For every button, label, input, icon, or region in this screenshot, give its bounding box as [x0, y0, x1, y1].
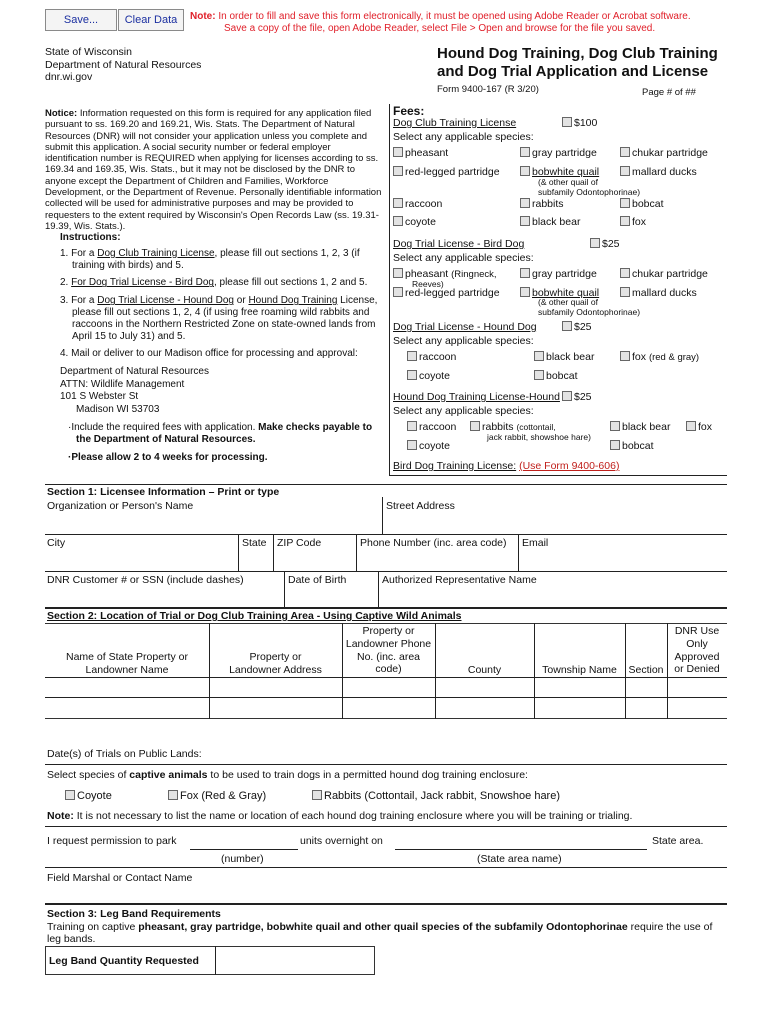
- label: pheasant: [405, 147, 449, 159]
- col-section-header: Section: [628, 664, 664, 676]
- label: bobcat: [622, 440, 654, 452]
- l2: Landowner Name: [85, 663, 169, 676]
- post: to be used to train dogs in a permitted hound dog training enclosure:: [207, 769, 528, 781]
- fees-bottom-rule: [389, 475, 727, 476]
- agency-web: dnr.wi.gov: [45, 71, 93, 83]
- label: mallard ducks: [632, 287, 697, 299]
- l1: DNR Use: [674, 625, 720, 637]
- divider: [215, 946, 216, 975]
- rule: [45, 571, 727, 572]
- l1: Property or: [249, 651, 302, 663]
- street-label: Street Address: [386, 500, 455, 512]
- rabbits-note2: jack rabbit, showshoe hare): [487, 432, 591, 442]
- checkbox[interactable]: [470, 421, 480, 431]
- addr-line2: ATTN: Wildlife Management: [60, 378, 185, 390]
- bold: captive animals: [129, 769, 208, 781]
- label: rabbits: [482, 421, 514, 433]
- label: bobwhite quail: [532, 166, 600, 178]
- label: Rabbits (Cottontail, Jack rabbit, Snowshoe hare): [324, 790, 561, 802]
- bullet1-pre: Include the required fees with application.: [71, 422, 259, 434]
- checkbox[interactable]: [686, 421, 696, 431]
- permission-label: I request permission to park: [47, 835, 177, 847]
- addr-line4: Madison WI 53703: [76, 403, 160, 415]
- row-divider: [45, 677, 727, 678]
- club-coyote[interactable]: [393, 216, 436, 228]
- l1: Name of State Property or: [66, 651, 188, 663]
- bird-gray-partridge[interactable]: [520, 268, 597, 280]
- note-label: Note:: [190, 11, 216, 22]
- rule: [45, 534, 727, 535]
- label: pheasant: [405, 268, 449, 280]
- checkbox[interactable]: [168, 790, 178, 800]
- club-fee-checkbox-wrap[interactable]: [562, 117, 597, 129]
- hound-trial-fee-checkbox[interactable]: [562, 321, 572, 331]
- addr-line1: Department of Natural Resources: [60, 366, 209, 378]
- club-license-title: Dog Club Training License: [393, 117, 517, 129]
- checkbox[interactable]: [407, 421, 417, 431]
- club-quail-note: [538, 177, 640, 197]
- post: require the use of leg bands.: [47, 921, 713, 945]
- bird-fee-checkbox[interactable]: [590, 238, 600, 248]
- captive-fox[interactable]: [168, 790, 266, 802]
- label: coyote: [405, 216, 436, 228]
- title-line1: Hound Dog Training, Dog Club Training: [437, 45, 718, 62]
- hound-training-fee-wrap[interactable]: [562, 391, 592, 403]
- captive-rabbits[interactable]: [312, 790, 560, 802]
- notice-label: Notice:: [45, 108, 78, 119]
- toolbar-note: [190, 11, 691, 22]
- checkbox[interactable]: [520, 166, 530, 176]
- rule: [45, 826, 727, 827]
- note-text: It is not necessary to list the name or location of each hound dog training enclosure where you will be training or trialing.: [76, 810, 633, 822]
- checkbox[interactable]: [393, 166, 403, 176]
- fees-divider: [389, 104, 390, 476]
- label: black bear: [532, 216, 581, 228]
- col-county-header: County: [467, 664, 502, 676]
- note2: subfamily Odontophorinae): [538, 307, 641, 317]
- state-label: State: [242, 537, 267, 549]
- dog-club-license-link[interactable]: Dog Club Training License: [97, 247, 215, 259]
- divider: [356, 534, 357, 571]
- training-raccoon[interactable]: [407, 421, 456, 433]
- form-9400-606-link[interactable]: (Use Form 9400-606): [519, 460, 620, 472]
- club-pheasant[interactable]: [393, 147, 448, 159]
- dob-label: Date of Birth: [288, 574, 347, 586]
- bold: pheasant, gray partridge, bobwhite quail and other quail species of the subfamily Odontophorinae: [138, 921, 628, 933]
- addr-line3: 101 S Webster St: [60, 391, 139, 403]
- hound-trial-fee-wrap[interactable]: [562, 321, 592, 333]
- label: bobwhite quail: [532, 287, 600, 299]
- divider: [273, 534, 274, 571]
- hound-training-select-text: Select any applicable species:: [393, 405, 534, 417]
- instruction-2: [60, 277, 385, 289]
- section1-title: Section 1: Licensee Information – Print or type: [47, 486, 280, 498]
- i3-pre: 3. For a: [60, 295, 98, 307]
- hound-training-license-link[interactable]: Hound Dog Training: [248, 295, 338, 307]
- form-number: Form 9400-167 (R 3/20): [437, 84, 539, 95]
- col-township-header: Township Name: [542, 664, 617, 676]
- leg-band-text: [47, 921, 717, 945]
- col-dnr-header: [667, 625, 727, 676]
- l2: Landowner Phone: [345, 637, 432, 650]
- club-bobcat[interactable]: [620, 198, 664, 210]
- state-area-caption: (State area name): [477, 853, 562, 865]
- divider: [378, 571, 379, 607]
- divider: [518, 534, 519, 571]
- club-fee-checkbox[interactable]: [562, 117, 572, 127]
- label: black bear: [622, 421, 671, 433]
- training-black-bear[interactable]: [610, 421, 670, 433]
- hound-training-title: Hound Dog Training License-Hound: [393, 391, 560, 403]
- label: rabbits: [532, 198, 564, 210]
- hound-training-fee: $25: [574, 391, 592, 403]
- rule: [45, 764, 727, 765]
- bird-pheasant[interactable]: [393, 268, 497, 280]
- club-rabbits[interactable]: [520, 198, 564, 210]
- instruction-1: [60, 248, 385, 272]
- number-input-line[interactable]: [190, 849, 298, 850]
- checkbox[interactable]: [407, 440, 417, 450]
- section3-top-rule: [45, 903, 727, 905]
- label: black bear: [546, 351, 595, 363]
- i1-pre: 1. For a: [60, 247, 98, 259]
- bird-training-label: Bird Dog Training License:: [393, 460, 517, 472]
- agency-dept: Department of Natural Resources: [45, 58, 202, 71]
- leg-band-qty-label: Leg Band Quantity Requested: [49, 955, 199, 967]
- bird-fee: $25: [602, 238, 620, 250]
- instruction-3: [60, 295, 385, 342]
- label: chukar partridge: [632, 268, 708, 280]
- notice-block: [45, 108, 385, 232]
- clear-data-button[interactable]: Clear Data: [118, 9, 184, 31]
- bird-training-line: [393, 460, 619, 472]
- rabbits-note: (cottontail,: [516, 422, 556, 432]
- leg-band-qty-input[interactable]: [217, 948, 373, 973]
- note1: (& other quail of: [538, 177, 599, 187]
- pre: Select species of: [47, 769, 130, 781]
- col-name-header: [45, 651, 209, 676]
- checkbox[interactable]: [610, 421, 620, 431]
- rule: [45, 867, 727, 868]
- note-line1: In order to fill and save this form electronically, it must be opened using Adobe Reader or Acrobat software.: [218, 11, 691, 22]
- checkbox[interactable]: [393, 198, 403, 208]
- agency-block: [45, 46, 201, 84]
- bird-fee-wrap[interactable]: [590, 238, 620, 250]
- l3: Approved: [674, 650, 720, 663]
- bullet-processing: ·Please allow 2 to 4 weeks for processing.: [68, 451, 268, 463]
- captive-species-text: [47, 769, 528, 781]
- l3: No. (inc. area: [356, 650, 421, 663]
- label: fox: [698, 421, 713, 433]
- label: Fox (Red & Gray): [180, 790, 267, 802]
- state-area-input-line[interactable]: [395, 849, 647, 850]
- zip-label: ZIP Code: [277, 537, 322, 549]
- label: raccoon: [419, 421, 457, 433]
- fees-title: Fees:: [393, 104, 425, 118]
- label: chukar partridge: [632, 147, 708, 159]
- trial-dates-label: Date(s) of Trials on Public Lands:: [47, 748, 202, 760]
- l4: or Denied: [674, 663, 720, 676]
- captive-coyote[interactable]: [65, 790, 112, 802]
- checkbox[interactable]: [520, 216, 530, 226]
- label: raccoon: [419, 351, 457, 363]
- label: bobcat: [632, 198, 664, 210]
- checkbox[interactable]: [620, 147, 630, 157]
- field-marshal-label: Field Marshal or Contact Name: [47, 872, 193, 884]
- bird-quail-note: [538, 297, 640, 317]
- label: red-legged partridge: [405, 287, 500, 299]
- auth-rep-label: Authorized Representative Name: [382, 574, 537, 586]
- dnr-customer-label: DNR Customer # or SSN (include dashes): [47, 574, 244, 586]
- label: red-legged partridge: [405, 166, 500, 178]
- instruction-4: 4. Mail or deliver to our Madison office for processing and approval:: [60, 348, 358, 360]
- hound-trial-select-text: Select any applicable species:: [393, 335, 534, 347]
- label: Coyote: [77, 790, 112, 802]
- trial-raccoon[interactable]: [407, 351, 456, 363]
- section3-title: Section 3: Leg Band Requirements: [47, 908, 221, 920]
- i3-post: License, please fill out sections 1, 2, 4 (if using free roaming wild rabbits and raccoons in the Northern Restricted Zone on state-owned lands from April 15 to July 31) and 5.: [72, 295, 378, 342]
- checkbox[interactable]: [520, 147, 530, 157]
- checkbox[interactable]: [620, 216, 630, 226]
- checkbox[interactable]: [520, 287, 530, 297]
- notice-text: Information requested on this form is required for any application filed pursuant to ss. 169.20 and 169.21, Wis. Stats. The Department of Natural Resources (DNR) will not consider your application unless you complete and submit this application. A social security number or federal employer identification number is REQUIRED when applying for licenses according to ss. 169.34 and 169.35, Wis. Stats., but it may not be disclosed by the DNR to anyone except the Department of Children and Families, Workforce Development, or the Department of Revenue. Personally identifiable information collected will be used for administrative purposes and may be provided to requesters to the extent required by Wisconsin's Open Records Law (ss. 19.31-19.39, Wis. Stats.).: [45, 108, 382, 232]
- section2-top-rule: [45, 607, 727, 609]
- save-button[interactable]: Save...: [45, 9, 117, 31]
- org-name-label: Organization or Person's Name: [47, 500, 194, 512]
- checkbox[interactable]: [393, 147, 403, 157]
- checkbox[interactable]: [407, 370, 417, 380]
- note-line2: Save a copy of the file, open Adobe Reader, select File > Open and browse for the file you saved.: [224, 23, 656, 34]
- city-label: City: [47, 537, 66, 549]
- trial-coyote[interactable]: [407, 370, 450, 382]
- pre: Training on captive: [47, 921, 139, 933]
- fox-note: (red & gray): [648, 352, 700, 363]
- l2: Landowner Address: [229, 663, 322, 676]
- col-address-header: [209, 651, 342, 676]
- units-label: units overnight on: [300, 835, 383, 847]
- label: fox: [632, 216, 647, 228]
- checkbox[interactable]: [407, 351, 417, 361]
- divider: [238, 534, 239, 571]
- checkbox[interactable]: [620, 268, 630, 278]
- col-phone-header: [342, 625, 435, 676]
- checkbox[interactable]: [520, 268, 530, 278]
- checkbox[interactable]: [620, 287, 630, 297]
- club-black-bear[interactable]: [520, 216, 580, 228]
- checkbox[interactable]: [393, 216, 403, 226]
- section2-title: Section 2: Location of Trial or Dog Club Training Area - Using Captive Wild Animals: [47, 610, 462, 622]
- club-raccoon[interactable]: [393, 198, 442, 210]
- bird-select-text: Select any applicable species:: [393, 252, 534, 264]
- checkbox[interactable]: [65, 790, 75, 800]
- divider: [382, 497, 383, 534]
- note2: subfamily Odontophorinae): [538, 187, 641, 197]
- club-red-legged[interactable]: [393, 166, 500, 178]
- email-label: Email: [522, 537, 549, 549]
- checkbox[interactable]: [610, 440, 620, 450]
- club-fox[interactable]: [620, 216, 646, 228]
- training-coyote[interactable]: [407, 440, 450, 452]
- club-select-text: Select any applicable species:: [393, 131, 534, 143]
- bird-dog-license-link[interactable]: For Dog Trial License - Bird Dog: [71, 277, 214, 289]
- page-number: Page # of ##: [642, 87, 696, 98]
- label: gray partridge: [532, 147, 597, 159]
- i1-post: , please fill out sections 1, 2, 3 (if training with birds) and 5.: [72, 247, 360, 271]
- page-title: [437, 45, 718, 81]
- checkbox[interactable]: [520, 198, 530, 208]
- number-caption: (number): [221, 853, 264, 865]
- bird-chukar[interactable]: [620, 268, 708, 280]
- i2-post: , please fill out sections 1, 2 and 5.: [213, 277, 368, 289]
- checkbox[interactable]: [393, 287, 403, 297]
- pheasant-note2: Reeves): [412, 279, 444, 289]
- row-divider: [45, 697, 727, 698]
- bullet-fees: ·Include the required fees with application. Make checks payable to the Department of Natural Resources.: [68, 422, 373, 445]
- section1-top-rule: [45, 484, 727, 485]
- hound-trial-license-link[interactable]: Dog Trial License - Hound Dog: [97, 295, 234, 307]
- pheasant-note: (Ringneck,: [451, 269, 497, 280]
- l2: Only: [686, 637, 708, 650]
- label: coyote: [419, 370, 450, 382]
- phone-label: Phone Number (inc. area code): [360, 537, 507, 549]
- instructions-title: Instructions:: [60, 232, 121, 243]
- hound-trial-title: Dog Trial License - Hound Dog: [393, 321, 537, 333]
- checkbox[interactable]: [620, 351, 630, 361]
- checkbox[interactable]: [620, 198, 630, 208]
- i3-mid: or: [234, 295, 249, 307]
- label: mallard ducks: [632, 166, 697, 178]
- label: coyote: [419, 440, 450, 452]
- checkbox[interactable]: [312, 790, 322, 800]
- agency-state: State of Wisconsin: [45, 46, 132, 58]
- club-chukar[interactable]: [620, 147, 708, 159]
- training-fox[interactable]: [686, 421, 712, 433]
- l1: Property or: [362, 625, 415, 637]
- label: gray partridge: [532, 268, 597, 280]
- label: raccoon: [405, 198, 443, 210]
- mailing-address: [60, 366, 385, 416]
- bird-red-legged[interactable]: [393, 287, 500, 299]
- hound-training-fee-checkbox[interactable]: [562, 391, 572, 401]
- club-fee: $100: [574, 117, 598, 129]
- checkbox[interactable]: [620, 166, 630, 176]
- title-line2: and Dog Trial Application and License: [437, 63, 709, 80]
- instructions-block: [60, 232, 385, 464]
- hound-trial-fee: $25: [574, 321, 592, 333]
- bullet2-text: Please allow 2 to 4 weeks for processing.: [71, 451, 268, 463]
- note-label: Note:: [47, 810, 74, 822]
- training-bobcat[interactable]: [610, 440, 654, 452]
- state-area-label: State area.: [652, 835, 704, 847]
- divider: [284, 571, 285, 607]
- enclosure-note: [47, 810, 632, 822]
- bird-license-title: Dog Trial License - Bird Dog: [393, 238, 525, 250]
- i2-pre: 2.: [60, 277, 72, 289]
- trial-black-bear[interactable]: [534, 351, 594, 363]
- checkbox[interactable]: [534, 351, 544, 361]
- checkbox[interactable]: [393, 268, 403, 278]
- bullet1-bold: Make checks payable to the Department of Natural Resources.: [76, 422, 373, 445]
- label: bobcat: [546, 370, 578, 382]
- label: fox: [632, 351, 647, 363]
- checkbox[interactable]: [534, 370, 544, 380]
- note1: (& other quail of: [538, 297, 599, 307]
- trial-fox[interactable]: [620, 351, 699, 363]
- l4: code): [375, 663, 402, 676]
- trial-bobcat[interactable]: [534, 370, 578, 382]
- club-gray-partridge[interactable]: [520, 147, 597, 159]
